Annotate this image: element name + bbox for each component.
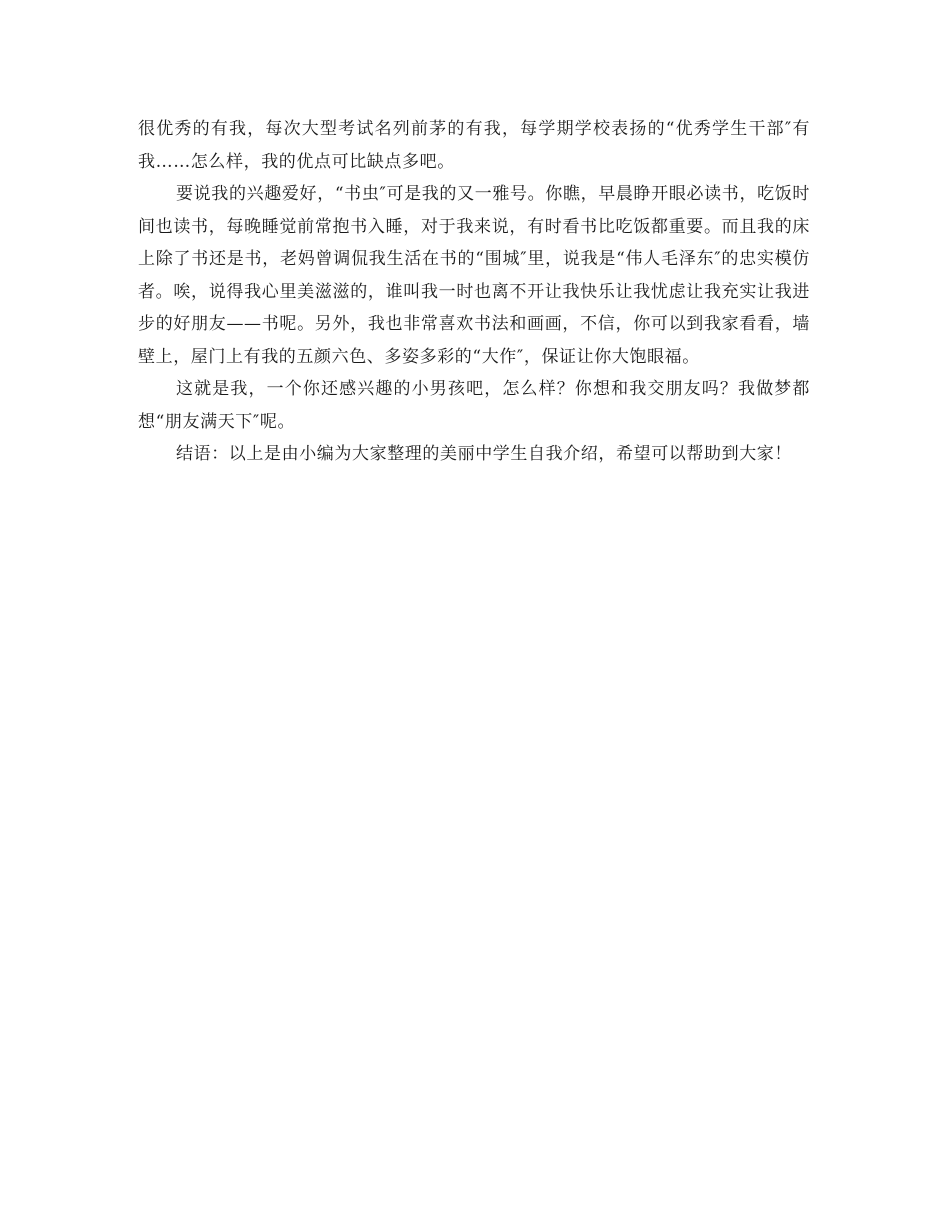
paragraph-hobbies: 要说我的兴趣爱好，“书虫″可是我的又一雅号。你瞧，早晨睁开眼必读书，吃饭时间也读书，每晚睡觉前常抱书入睡，对于我来说，有时看书比吃饭都重要。而且我的床上除了书还是书，老妈曾调侃我生活在书的“围城″里，说我是“伟人毛泽东″的忠实模仿者。唉，说得我心里美滋滋的，谁叫我一时也离不开让我快乐让我忧虑让我充实让我进步的好朋友——书呢。另外，我也非常喜欢书法和画画，不信，你可以到我家看看，墙壁上，屋门上有我的五颜六色、多姿多彩的“大作″，保证让你大饱眼福。	[138, 184, 810, 367]
document-body	[138, 113, 810, 471]
paragraph-conclusion: 结语：以上是由小编为大家整理的美丽中学生自我介绍，希望可以帮助到大家！	[176, 444, 792, 464]
paragraph-continuation: 很优秀的有我，每次大型考试名列前茅的有我，每学期学校表扬的“优秀学生干部″有我……怎么样，我的优点可比缺点多吧。	[138, 119, 810, 172]
paragraph-self-summary: 这就是我，一个你还感兴趣的小男孩吧，怎么样？你想和我交朋友吗？我做梦都想“朋友满天下″呢。	[138, 379, 810, 432]
